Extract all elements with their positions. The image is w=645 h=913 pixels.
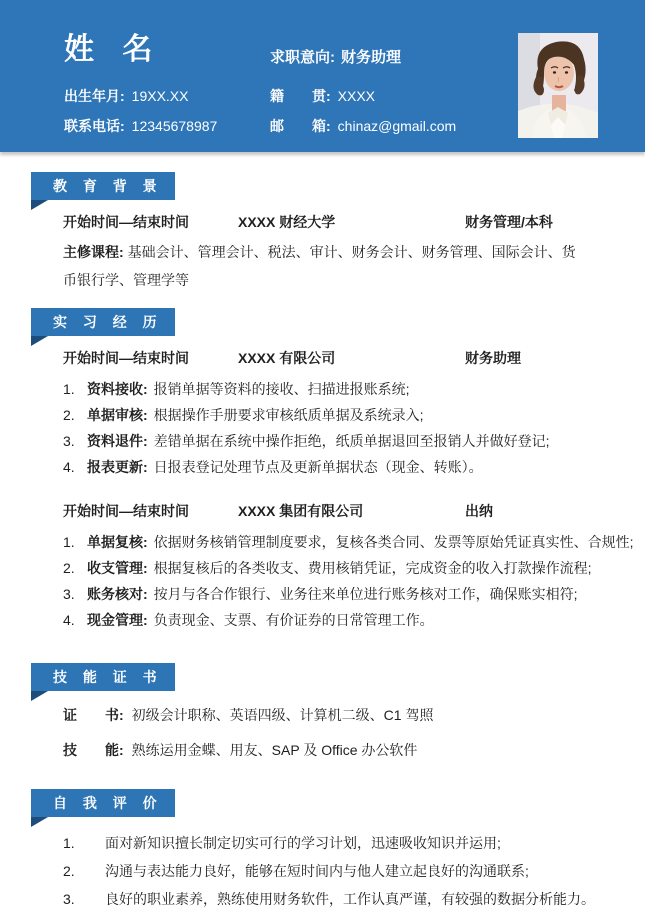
section-title-self-evaluation: 自 我 评 价: [31, 789, 175, 817]
evaluation-number: 2.: [63, 863, 75, 879]
evaluation-text: 沟通与表达能力良好，能够在短时间内与他人建立起良好的沟通联系;: [105, 863, 529, 879]
duty-number: 3.: [63, 433, 75, 449]
duty-item: [63, 428, 615, 454]
birth-date-field: [64, 86, 189, 106]
job-intention: [270, 46, 401, 67]
job-intention-label: 求职意向:: [270, 49, 335, 66]
job-company: XXXX 有限公司: [238, 350, 336, 366]
duty-text: 报销单据等资料的接收、扫描进报账系统;: [153, 381, 410, 397]
duty-text: 根据复核后的各类收支、费用核销凭证，完成资金的收入打款操作流程;: [153, 560, 592, 576]
duty-item: [63, 607, 615, 633]
duty-number: 1.: [63, 381, 75, 397]
courses-text: 基础会计、管理会计、税法、审计、财务会计、财务管理、国际会计、货币银行学、管理学等: [63, 244, 576, 288]
duty-text: 负责现金、支票、有价证券的日常管理工作。: [153, 612, 434, 628]
evaluation-item: [63, 857, 615, 885]
duty-text: 依据财务核销管理制度要求，复核各类合同、发票等原始凭证真实性、合规性;: [153, 534, 634, 550]
education-school: XXXX 财经大学: [238, 214, 336, 230]
duty-label: 资料退件:: [87, 433, 148, 449]
duty-number: 1.: [63, 534, 75, 550]
evaluation-number: 3.: [63, 891, 75, 907]
experience-job-1: [63, 349, 615, 480]
phone-field: [64, 116, 217, 136]
resume-body: [0, 172, 645, 913]
email-label: 邮 箱:: [270, 118, 331, 134]
education-degree: 财务管理/本科: [465, 214, 553, 230]
section-title-skills: 技 能 证 书: [31, 663, 175, 691]
duty-item: [63, 555, 615, 581]
duty-item: [63, 454, 615, 480]
duty-text: 根据操作手册要求审核纸质单据及系统录入;: [153, 407, 424, 423]
section-skills: [31, 663, 615, 761]
education-period: 开始时间—结束时间: [63, 214, 189, 230]
job-company: XXXX 集团有限公司: [238, 503, 364, 519]
section-title-experience: 实 习 经 历: [31, 308, 175, 336]
evaluation-item: [63, 829, 615, 857]
section-self-evaluation: [31, 789, 615, 913]
job-role: 财务助理: [465, 350, 521, 366]
duty-label: 收支管理:: [87, 560, 148, 576]
duty-text: 日报表登记处理节点及更新单据状态（现金、转账）。: [153, 459, 483, 475]
email-value: chinaz@gmail.com: [337, 118, 457, 134]
evaluation-list: [63, 829, 615, 913]
job-header-row: [63, 349, 615, 367]
software-skills-label: 技 能:: [63, 742, 124, 758]
section-experience: [31, 308, 634, 633]
job-intention-value: 财务助理: [341, 49, 402, 66]
duty-label: 账务核对:: [87, 586, 148, 602]
software-skills-text: 熟练运用金蝶、用友、SAP 及 Office 办公软件: [131, 742, 418, 758]
duty-text: 差错单据在系统中操作拒绝，纸质单据退回至报销人并做好登记;: [153, 433, 550, 449]
duty-label: 单据审核:: [87, 407, 148, 423]
evaluation-number: 1.: [63, 835, 75, 851]
education-header-row: [63, 213, 615, 231]
native-place-field: [270, 86, 375, 106]
courses-label: 主修课程:: [63, 244, 124, 260]
duty-item: [63, 376, 615, 402]
email-field: [270, 116, 456, 136]
native-place-value: XXXX: [337, 88, 376, 104]
evaluation-text: 面对新知识擅长制定切实可行的学习计划，迅速吸收知识并运用;: [105, 835, 501, 851]
certificates-label: 证 书:: [63, 707, 124, 723]
duty-number: 4.: [63, 459, 75, 475]
duty-label: 资料接收:: [87, 381, 148, 397]
phone-value: 12345678987: [131, 118, 218, 134]
job-duty-list: [63, 376, 615, 480]
certificates-row: [63, 704, 615, 726]
header-banner: [0, 0, 645, 152]
birth-date-label: 出生年月:: [64, 88, 125, 104]
portrait-photo-icon: [518, 33, 598, 138]
duty-number: 3.: [63, 586, 75, 602]
evaluation-text: 良好的职业素养，熟练使用财务软件，工作认真严谨，有较强的数据分析能力。: [105, 891, 595, 907]
duty-label: 现金管理:: [87, 612, 148, 628]
duty-label: 报表更新:: [87, 459, 148, 475]
profile-photo: [518, 33, 598, 138]
job-period: 开始时间—结束时间: [63, 503, 189, 519]
duty-text: 按月与各合作银行、业务往来单位进行账务核对工作，确保账实相符;: [153, 586, 578, 602]
job-role: 出纳: [465, 503, 493, 519]
birth-date-value: 19XX.XX: [131, 88, 189, 104]
job-header-row: [63, 502, 615, 520]
duty-item: [63, 581, 615, 607]
duty-number: 2.: [63, 407, 75, 423]
job-period: 开始时间—结束时间: [63, 350, 189, 366]
candidate-name: 姓 名: [64, 33, 163, 66]
evaluation-item: [63, 885, 615, 913]
duty-number: 2.: [63, 560, 75, 576]
duty-label: 单据复核:: [87, 534, 148, 550]
experience-job-2: [63, 502, 634, 633]
education-courses: [63, 238, 588, 294]
section-title-education: 教 育 背 景: [31, 172, 175, 200]
software-skills-row: [63, 739, 615, 761]
duty-number: 4.: [63, 612, 75, 628]
job-duty-list: [63, 529, 634, 633]
duty-item: [63, 529, 634, 555]
phone-label: 联系电话:: [64, 118, 125, 134]
native-place-label: 籍 贯:: [270, 88, 331, 104]
certificates-text: 初级会计职称、英语四级、计算机二级、C1 驾照: [131, 707, 434, 723]
duty-item: [63, 402, 615, 428]
section-education: [31, 172, 615, 294]
